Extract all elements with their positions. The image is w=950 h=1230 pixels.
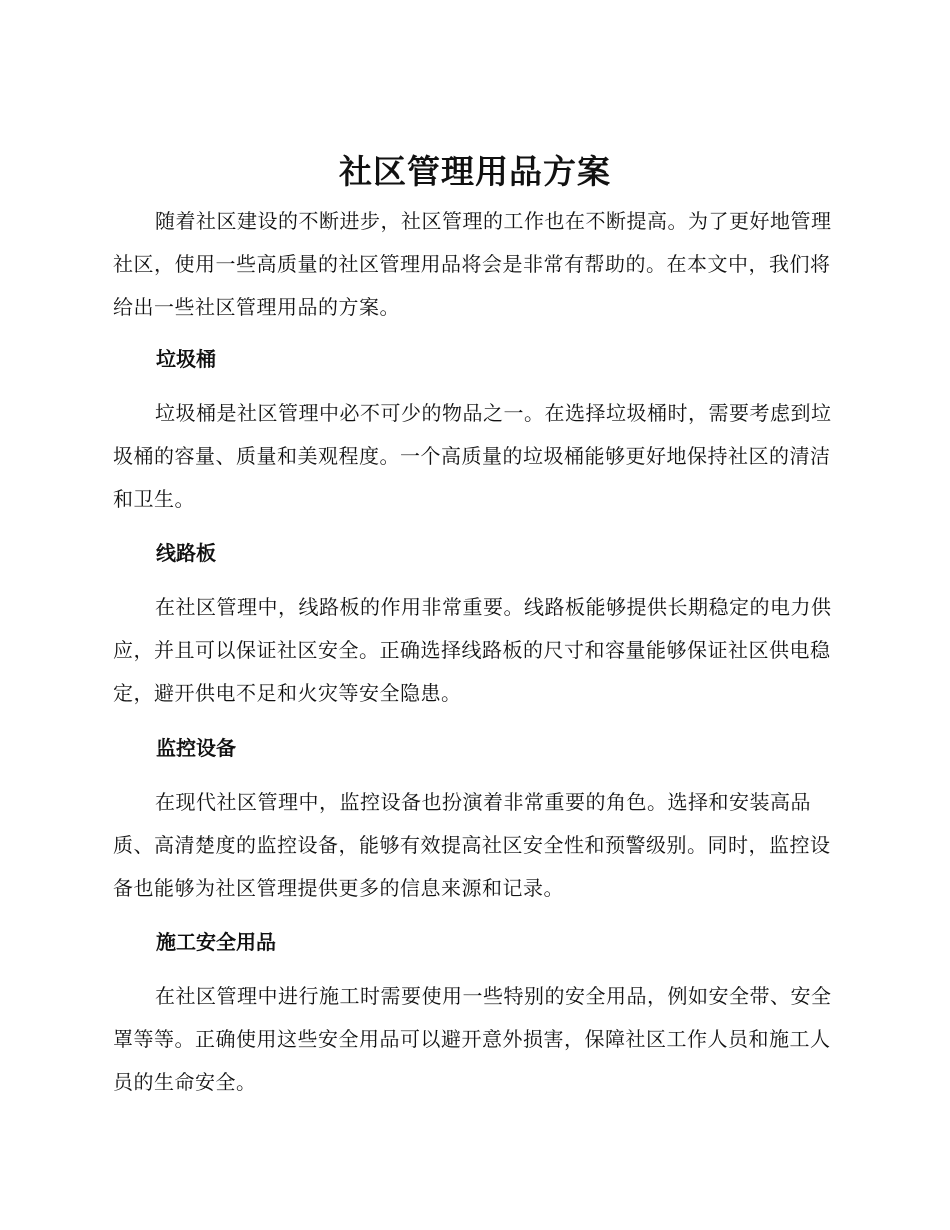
section-heading-power-strip: 线路板 — [156, 541, 216, 565]
section-body-surveillance: 在现代社区管理中，监控设备也扮演着非常重要的角色。选择和安装高品质、高清楚度的监控设备，能够有效提高社区安全性和预警级别。同时，监控设备也能够为社区管理提供更多的信息来源和记录。 — [113, 790, 831, 900]
section-heading-surveillance: 监控设备 — [156, 736, 236, 760]
section-body-safety-supplies: 在社区管理中进行施工时需要使用一些特别的安全用品，例如安全带、安全罩等等。正确使用这些安全用品可以避开意外损害，保障社区工作人员和施工人员的生命安全。 — [113, 984, 832, 1094]
intro-paragraph: 随着社区建设的不断进步，社区管理的工作也在不断提高。为了更好地管理社区，使用一些高质量的社区管理用品将会是非常有帮助的。在本文中，我们将给出一些社区管理用品的方案。 — [113, 209, 832, 319]
page-title: 社区管理用品方案 — [339, 152, 611, 191]
section-heading-trash-bin: 垃圾桶 — [156, 347, 216, 371]
section-body-power-strip: 在社区管理中，线路板的作用非常重要。线路板能够提供长期稳定的电力供应，并且可以保证社区安全。正确选择线路板的尺寸和容量能够保证社区供电稳定，避开供电不足和火灾等安全隐患。 — [113, 595, 832, 705]
section-body-trash-bin: 垃圾桶是社区管理中必不可少的物品之一。在选择垃圾桶时，需要考虑到垃圾桶的容量、质量和美观程度。一个高质量的垃圾桶能够更好地保持社区的清洁和卫生。 — [113, 401, 832, 511]
section-heading-safety-supplies: 施工安全用品 — [156, 930, 276, 954]
